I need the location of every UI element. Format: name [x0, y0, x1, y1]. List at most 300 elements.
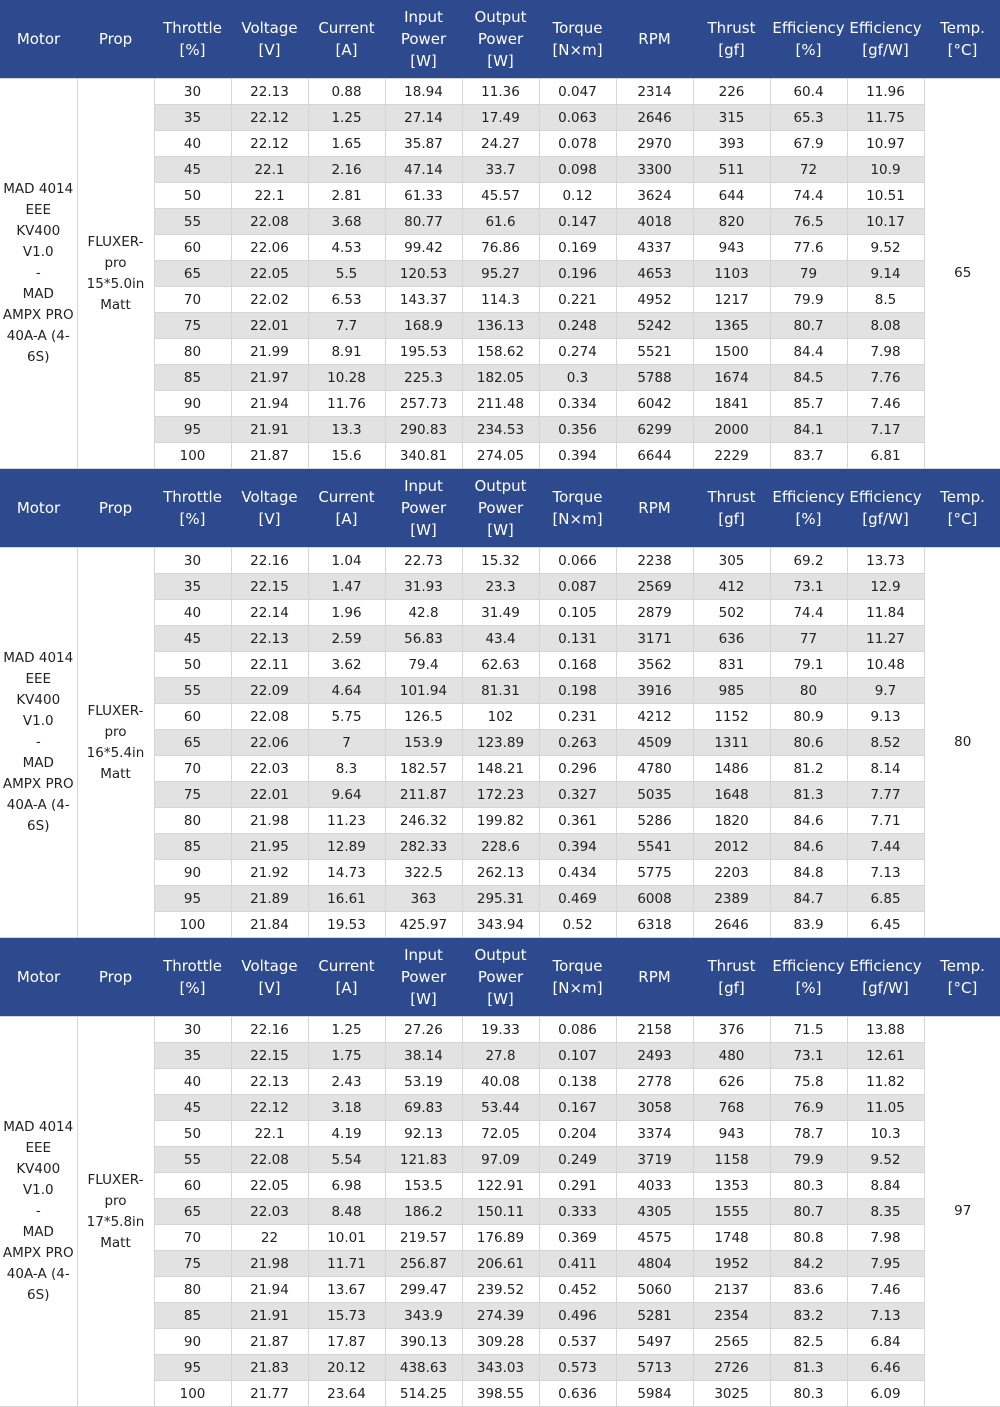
- text-line: AMPX PRO: [2, 307, 74, 323]
- torque-cell: 0.334: [539, 391, 616, 417]
- table-row: [0, 1017, 1000, 1043]
- input-power-cell: 47.14: [385, 157, 462, 183]
- text-line: [A]: [335, 510, 358, 528]
- current-cell: 13.67: [308, 1277, 385, 1303]
- text-line: Efficiency: [849, 19, 922, 37]
- output-power-cell: 31.49: [462, 600, 539, 626]
- text-line: MAD: [22, 1224, 54, 1240]
- text-line: AMPX PRO: [2, 1245, 74, 1261]
- rpm-cell: 5242: [616, 313, 693, 339]
- efficiency-pct-cell: 83.9: [770, 912, 847, 938]
- rpm-cell: 5984: [616, 1381, 693, 1407]
- header-efficiency-gfw: [847, 469, 924, 548]
- voltage-cell: 22.08: [231, 1147, 308, 1173]
- rpm-cell: 2569: [616, 574, 693, 600]
- thrust-cell: 1952: [693, 1251, 770, 1277]
- efficiency-gfw-cell: 7.76: [847, 365, 924, 391]
- text-line: Power: [477, 30, 524, 48]
- motor-cell: [0, 79, 77, 469]
- throttle-cell: 30: [154, 548, 231, 574]
- current-cell: 19.53: [308, 912, 385, 938]
- voltage-cell: 22.13: [231, 79, 308, 105]
- torque-cell: 0.469: [539, 886, 616, 912]
- throttle-cell: 55: [154, 678, 231, 704]
- rpm-cell: 2493: [616, 1043, 693, 1069]
- voltage-cell: 22.13: [231, 1069, 308, 1095]
- efficiency-pct-cell: 84.2: [770, 1251, 847, 1277]
- voltage-cell: 21.89: [231, 886, 308, 912]
- rpm-cell: 3719: [616, 1147, 693, 1173]
- output-power-cell: 274.05: [462, 443, 539, 469]
- throttle-cell: 80: [154, 808, 231, 834]
- text-line: [gf]: [718, 41, 745, 59]
- output-power-cell: 27.8: [462, 1043, 539, 1069]
- text-line: EEE KV400: [16, 202, 61, 239]
- efficiency-gfw-cell: 6.84: [847, 1329, 924, 1355]
- text-line: Torque: [552, 19, 603, 37]
- torque-cell: 0.394: [539, 443, 616, 469]
- thrust-cell: 2726: [693, 1355, 770, 1381]
- efficiency-pct-cell: 84.1: [770, 417, 847, 443]
- header-torque: [539, 469, 616, 548]
- text-line: 15*5.0in: [86, 275, 145, 292]
- current-cell: 15.6: [308, 443, 385, 469]
- input-power-cell: 153.9: [385, 730, 462, 756]
- header-throttle: [154, 0, 231, 79]
- current-cell: 3.18: [308, 1095, 385, 1121]
- torque-cell: 0.169: [539, 235, 616, 261]
- text-line: 6S): [27, 818, 50, 834]
- voltage-cell: 22.03: [231, 756, 308, 782]
- input-power-cell: 257.73: [385, 391, 462, 417]
- efficiency-pct-cell: 80.7: [770, 313, 847, 339]
- voltage-cell: 22.13: [231, 626, 308, 652]
- efficiency-gfw-cell: 11.96: [847, 79, 924, 105]
- voltage-cell: 21.83: [231, 1355, 308, 1381]
- throttle-cell: 75: [154, 782, 231, 808]
- output-power-cell: 24.27: [462, 131, 539, 157]
- thrust-cell: 1674: [693, 365, 770, 391]
- output-power-cell: 95.27: [462, 261, 539, 287]
- header-current: [308, 0, 385, 79]
- efficiency-gfw-cell: 12.9: [847, 574, 924, 600]
- efficiency-pct-cell: 84.7: [770, 886, 847, 912]
- header-output-power: [462, 469, 539, 548]
- text-line: Output: [474, 8, 527, 26]
- rpm-cell: 5775: [616, 860, 693, 886]
- output-power-cell: 114.3: [462, 287, 539, 313]
- thrust-cell: 820: [693, 209, 770, 235]
- thrust-cell: 1748: [693, 1225, 770, 1251]
- current-cell: 17.87: [308, 1329, 385, 1355]
- throttle-cell: 35: [154, 105, 231, 131]
- text-line: [%]: [179, 979, 206, 997]
- header-thrust: [693, 469, 770, 548]
- text-line: FLUXER-: [87, 233, 144, 250]
- efficiency-pct-cell: 79.9: [770, 1147, 847, 1173]
- thrust-cell: 376: [693, 1017, 770, 1043]
- current-cell: 11.23: [308, 808, 385, 834]
- torque-cell: 0.537: [539, 1329, 616, 1355]
- torque-cell: 0.274: [539, 339, 616, 365]
- thrust-cell: 2203: [693, 860, 770, 886]
- throttle-cell: 55: [154, 209, 231, 235]
- current-cell: 3.68: [308, 209, 385, 235]
- current-cell: 23.64: [308, 1381, 385, 1407]
- torque-cell: 0.369: [539, 1225, 616, 1251]
- output-power-cell: 33.7: [462, 157, 539, 183]
- current-cell: 1.25: [308, 105, 385, 131]
- voltage-cell: 21.95: [231, 834, 308, 860]
- text-line: Input: [404, 8, 443, 26]
- output-power-cell: 239.52: [462, 1277, 539, 1303]
- thrust-cell: 2000: [693, 417, 770, 443]
- thrust-cell: 412: [693, 574, 770, 600]
- current-cell: 6.53: [308, 287, 385, 313]
- text-line: RPM: [638, 968, 671, 986]
- thrust-cell: 1500: [693, 339, 770, 365]
- output-power-cell: 19.33: [462, 1017, 539, 1043]
- input-power-cell: 79.4: [385, 652, 462, 678]
- thrust-cell: 831: [693, 652, 770, 678]
- text-line: 40A-A (4-: [6, 1266, 70, 1282]
- thrust-cell: 1648: [693, 782, 770, 808]
- text-line: Current: [318, 957, 375, 975]
- input-power-cell: 343.9: [385, 1303, 462, 1329]
- efficiency-gfw-cell: 6.81: [847, 443, 924, 469]
- table-header: [0, 0, 1000, 79]
- efficiency-gfw-cell: 9.7: [847, 678, 924, 704]
- efficiency-pct-cell: 73.1: [770, 574, 847, 600]
- thrust-cell: 511: [693, 157, 770, 183]
- header-thrust: [693, 0, 770, 79]
- voltage-cell: 22.12: [231, 131, 308, 157]
- output-power-cell: 76.86: [462, 235, 539, 261]
- efficiency-gfw-cell: 7.95: [847, 1251, 924, 1277]
- voltage-cell: 21.99: [231, 339, 308, 365]
- input-power-cell: 186.2: [385, 1199, 462, 1225]
- rpm-cell: 6318: [616, 912, 693, 938]
- temp-cell: 97: [924, 1017, 1000, 1407]
- output-power-cell: 309.28: [462, 1329, 539, 1355]
- thrust-cell: 943: [693, 235, 770, 261]
- voltage-cell: 22.05: [231, 261, 308, 287]
- torque-cell: 0.3: [539, 365, 616, 391]
- thrust-cell: 2012: [693, 834, 770, 860]
- text-line: 6S): [27, 1287, 50, 1303]
- input-power-cell: 69.83: [385, 1095, 462, 1121]
- efficiency-pct-cell: 78.7: [770, 1121, 847, 1147]
- thrust-cell: 3025: [693, 1381, 770, 1407]
- header-efficiency-gfw: [847, 0, 924, 79]
- thrust-cell: 2389: [693, 886, 770, 912]
- thrust-cell: 2646: [693, 912, 770, 938]
- input-power-cell: 53.19: [385, 1069, 462, 1095]
- throttle-cell: 90: [154, 1329, 231, 1355]
- torque-cell: 0.131: [539, 626, 616, 652]
- temp-cell: 65: [924, 79, 1000, 469]
- output-power-cell: 343.03: [462, 1355, 539, 1381]
- text-line: Prop: [98, 30, 133, 48]
- table-header: [0, 469, 1000, 548]
- output-power-cell: 81.31: [462, 678, 539, 704]
- voltage-cell: 22.12: [231, 105, 308, 131]
- efficiency-gfw-cell: 8.52: [847, 730, 924, 756]
- torque-cell: 0.394: [539, 834, 616, 860]
- text-line: Thrust: [707, 957, 756, 975]
- text-line: FLUXER-: [87, 702, 144, 719]
- throttle-cell: 95: [154, 886, 231, 912]
- rpm-cell: 3916: [616, 678, 693, 704]
- voltage-cell: 22: [231, 1225, 308, 1251]
- text-line: [%]: [179, 510, 206, 528]
- efficiency-gfw-cell: 7.98: [847, 339, 924, 365]
- torque-cell: 0.107: [539, 1043, 616, 1069]
- rpm-cell: 6644: [616, 443, 693, 469]
- efficiency-pct-cell: 76.5: [770, 209, 847, 235]
- text-line: 17*5.8in: [86, 1213, 145, 1230]
- header-efficiency-pct: [770, 938, 847, 1017]
- current-cell: 11.71: [308, 1251, 385, 1277]
- input-power-cell: 514.25: [385, 1381, 462, 1407]
- rpm-cell: 2778: [616, 1069, 693, 1095]
- voltage-cell: 21.92: [231, 860, 308, 886]
- throttle-cell: 65: [154, 1199, 231, 1225]
- text-line: -: [35, 1203, 41, 1219]
- throttle-cell: 30: [154, 79, 231, 105]
- text-line: [°C]: [947, 41, 978, 59]
- torque-cell: 0.105: [539, 600, 616, 626]
- torque-cell: 0.078: [539, 131, 616, 157]
- efficiency-gfw-cell: 7.77: [847, 782, 924, 808]
- text-line: Output: [474, 477, 527, 495]
- header-current: [308, 938, 385, 1017]
- prop-cell: [77, 79, 154, 469]
- input-power-cell: 80.77: [385, 209, 462, 235]
- throttle-cell: 70: [154, 287, 231, 313]
- rpm-cell: 4033: [616, 1173, 693, 1199]
- efficiency-pct-cell: 77: [770, 626, 847, 652]
- header-efficiency-pct: [770, 0, 847, 79]
- rpm-cell: 4305: [616, 1199, 693, 1225]
- voltage-cell: 22.09: [231, 678, 308, 704]
- text-line: Matt: [100, 1234, 131, 1251]
- text-line: AMPX PRO: [2, 776, 74, 792]
- text-line: pro: [104, 1192, 127, 1209]
- input-power-cell: 31.93: [385, 574, 462, 600]
- throttle-cell: 65: [154, 261, 231, 287]
- throttle-cell: 70: [154, 1225, 231, 1251]
- input-power-cell: 256.87: [385, 1251, 462, 1277]
- current-cell: 7: [308, 730, 385, 756]
- voltage-cell: 21.97: [231, 365, 308, 391]
- text-line: 40A-A (4-: [6, 328, 70, 344]
- thrust-cell: 1353: [693, 1173, 770, 1199]
- rpm-cell: 4804: [616, 1251, 693, 1277]
- rpm-cell: 4575: [616, 1225, 693, 1251]
- throttle-cell: 60: [154, 1173, 231, 1199]
- efficiency-gfw-cell: 6.45: [847, 912, 924, 938]
- throttle-cell: 65: [154, 730, 231, 756]
- torque-cell: 0.167: [539, 1095, 616, 1121]
- text-line: Current: [318, 19, 375, 37]
- output-power-cell: 45.57: [462, 183, 539, 209]
- input-power-cell: 290.83: [385, 417, 462, 443]
- output-power-cell: 122.91: [462, 1173, 539, 1199]
- text-line: [%]: [795, 979, 822, 997]
- thrust-cell: 2565: [693, 1329, 770, 1355]
- efficiency-gfw-cell: 9.52: [847, 1147, 924, 1173]
- thrust-cell: 1486: [693, 756, 770, 782]
- efficiency-pct-cell: 79.9: [770, 287, 847, 313]
- efficiency-gfw-cell: 9.52: [847, 235, 924, 261]
- rpm-cell: 2238: [616, 548, 693, 574]
- efficiency-pct-cell: 81.2: [770, 756, 847, 782]
- throttle-cell: 100: [154, 443, 231, 469]
- torque-cell: 0.636: [539, 1381, 616, 1407]
- thrust-cell: 1158: [693, 1147, 770, 1173]
- header-motor: [0, 938, 77, 1017]
- voltage-cell: 22.08: [231, 704, 308, 730]
- header-row: [0, 469, 1000, 548]
- header-prop: [77, 0, 154, 79]
- text-line: MAD 4014: [3, 650, 74, 666]
- efficiency-pct-cell: 74.4: [770, 600, 847, 626]
- output-power-cell: 172.23: [462, 782, 539, 808]
- throttle-cell: 100: [154, 1381, 231, 1407]
- output-power-cell: 123.89: [462, 730, 539, 756]
- rpm-cell: 3374: [616, 1121, 693, 1147]
- throttle-cell: 45: [154, 157, 231, 183]
- efficiency-pct-cell: 79.1: [770, 652, 847, 678]
- output-power-cell: 72.05: [462, 1121, 539, 1147]
- text-line: Power: [400, 499, 447, 517]
- header-output-power: [462, 0, 539, 79]
- rpm-cell: 5497: [616, 1329, 693, 1355]
- current-cell: 1.04: [308, 548, 385, 574]
- throttle-cell: 30: [154, 1017, 231, 1043]
- input-power-cell: 99.42: [385, 235, 462, 261]
- rpm-cell: 4337: [616, 235, 693, 261]
- torque-cell: 0.086: [539, 1017, 616, 1043]
- text-line: Power: [400, 30, 447, 48]
- rpm-cell: 5521: [616, 339, 693, 365]
- header-input-power: [385, 0, 462, 79]
- efficiency-pct-cell: 80.7: [770, 1199, 847, 1225]
- throttle-cell: 70: [154, 756, 231, 782]
- text-line: [gf/W]: [862, 979, 909, 997]
- throttle-cell: 85: [154, 834, 231, 860]
- efficiency-pct-cell: 74.4: [770, 183, 847, 209]
- throttle-cell: 40: [154, 1069, 231, 1095]
- voltage-cell: 22.01: [231, 313, 308, 339]
- efficiency-gfw-cell: 7.13: [847, 1303, 924, 1329]
- efficiency-gfw-cell: 10.17: [847, 209, 924, 235]
- throttle-cell: 85: [154, 1303, 231, 1329]
- efficiency-gfw-cell: 8.35: [847, 1199, 924, 1225]
- voltage-cell: 22.03: [231, 1199, 308, 1225]
- efficiency-gfw-cell: 7.17: [847, 417, 924, 443]
- text-line: EEE KV400: [16, 671, 61, 708]
- input-power-cell: 363: [385, 886, 462, 912]
- efficiency-gfw-cell: 6.85: [847, 886, 924, 912]
- header-efficiency-gfw: [847, 938, 924, 1017]
- text-line: Temp.: [940, 957, 985, 975]
- text-line: Prop: [98, 499, 133, 517]
- output-power-cell: 262.13: [462, 860, 539, 886]
- output-power-cell: 43.4: [462, 626, 539, 652]
- torque-cell: 0.087: [539, 574, 616, 600]
- text-line: Matt: [100, 765, 131, 782]
- torque-cell: 0.496: [539, 1303, 616, 1329]
- output-power-cell: 102: [462, 704, 539, 730]
- text-line: [%]: [795, 41, 822, 59]
- efficiency-gfw-cell: 8.08: [847, 313, 924, 339]
- torque-cell: 0.248: [539, 313, 616, 339]
- throttle-cell: 90: [154, 391, 231, 417]
- rpm-cell: 4509: [616, 730, 693, 756]
- voltage-cell: 22.06: [231, 730, 308, 756]
- efficiency-gfw-cell: 10.3: [847, 1121, 924, 1147]
- thrust-cell: 226: [693, 79, 770, 105]
- current-cell: 4.19: [308, 1121, 385, 1147]
- output-power-cell: 274.39: [462, 1303, 539, 1329]
- text-line: MAD 4014: [3, 1119, 74, 1135]
- rpm-cell: 6008: [616, 886, 693, 912]
- header-thrust: [693, 938, 770, 1017]
- efficiency-gfw-cell: 7.44: [847, 834, 924, 860]
- text-line: [gf/W]: [862, 510, 909, 528]
- temp-cell: 80: [924, 548, 1000, 938]
- throttle-cell: 60: [154, 704, 231, 730]
- output-power-cell: 343.94: [462, 912, 539, 938]
- input-power-cell: 211.87: [385, 782, 462, 808]
- text-line: [°C]: [947, 510, 978, 528]
- throttle-cell: 85: [154, 365, 231, 391]
- rpm-cell: 6299: [616, 417, 693, 443]
- throttle-cell: 100: [154, 912, 231, 938]
- text-line: Matt: [100, 296, 131, 313]
- input-power-cell: 56.83: [385, 626, 462, 652]
- current-cell: 8.91: [308, 339, 385, 365]
- input-power-cell: 182.57: [385, 756, 462, 782]
- efficiency-pct-cell: 84.6: [770, 808, 847, 834]
- rpm-cell: 3562: [616, 652, 693, 678]
- text-line: [W]: [487, 990, 514, 1008]
- table-body: [0, 1017, 1000, 1407]
- efficiency-pct-cell: 84.5: [770, 365, 847, 391]
- header-efficiency-pct: [770, 469, 847, 548]
- text-line: [%]: [179, 41, 206, 59]
- rpm-cell: 2879: [616, 600, 693, 626]
- text-line: [V]: [258, 979, 281, 997]
- voltage-cell: 22.1: [231, 183, 308, 209]
- efficiency-gfw-cell: 13.73: [847, 548, 924, 574]
- header-input-power: [385, 938, 462, 1017]
- header-rpm: [616, 0, 693, 79]
- text-line: FLUXER-: [87, 1171, 144, 1188]
- input-power-cell: 322.5: [385, 860, 462, 886]
- table-body: [0, 548, 1000, 938]
- efficiency-gfw-cell: 7.46: [847, 391, 924, 417]
- rpm-cell: 5286: [616, 808, 693, 834]
- header-throttle: [154, 938, 231, 1017]
- efficiency-pct-cell: 81.3: [770, 782, 847, 808]
- data-table: [0, 0, 1000, 469]
- current-cell: 5.75: [308, 704, 385, 730]
- input-power-cell: 219.57: [385, 1225, 462, 1251]
- output-power-cell: 234.53: [462, 417, 539, 443]
